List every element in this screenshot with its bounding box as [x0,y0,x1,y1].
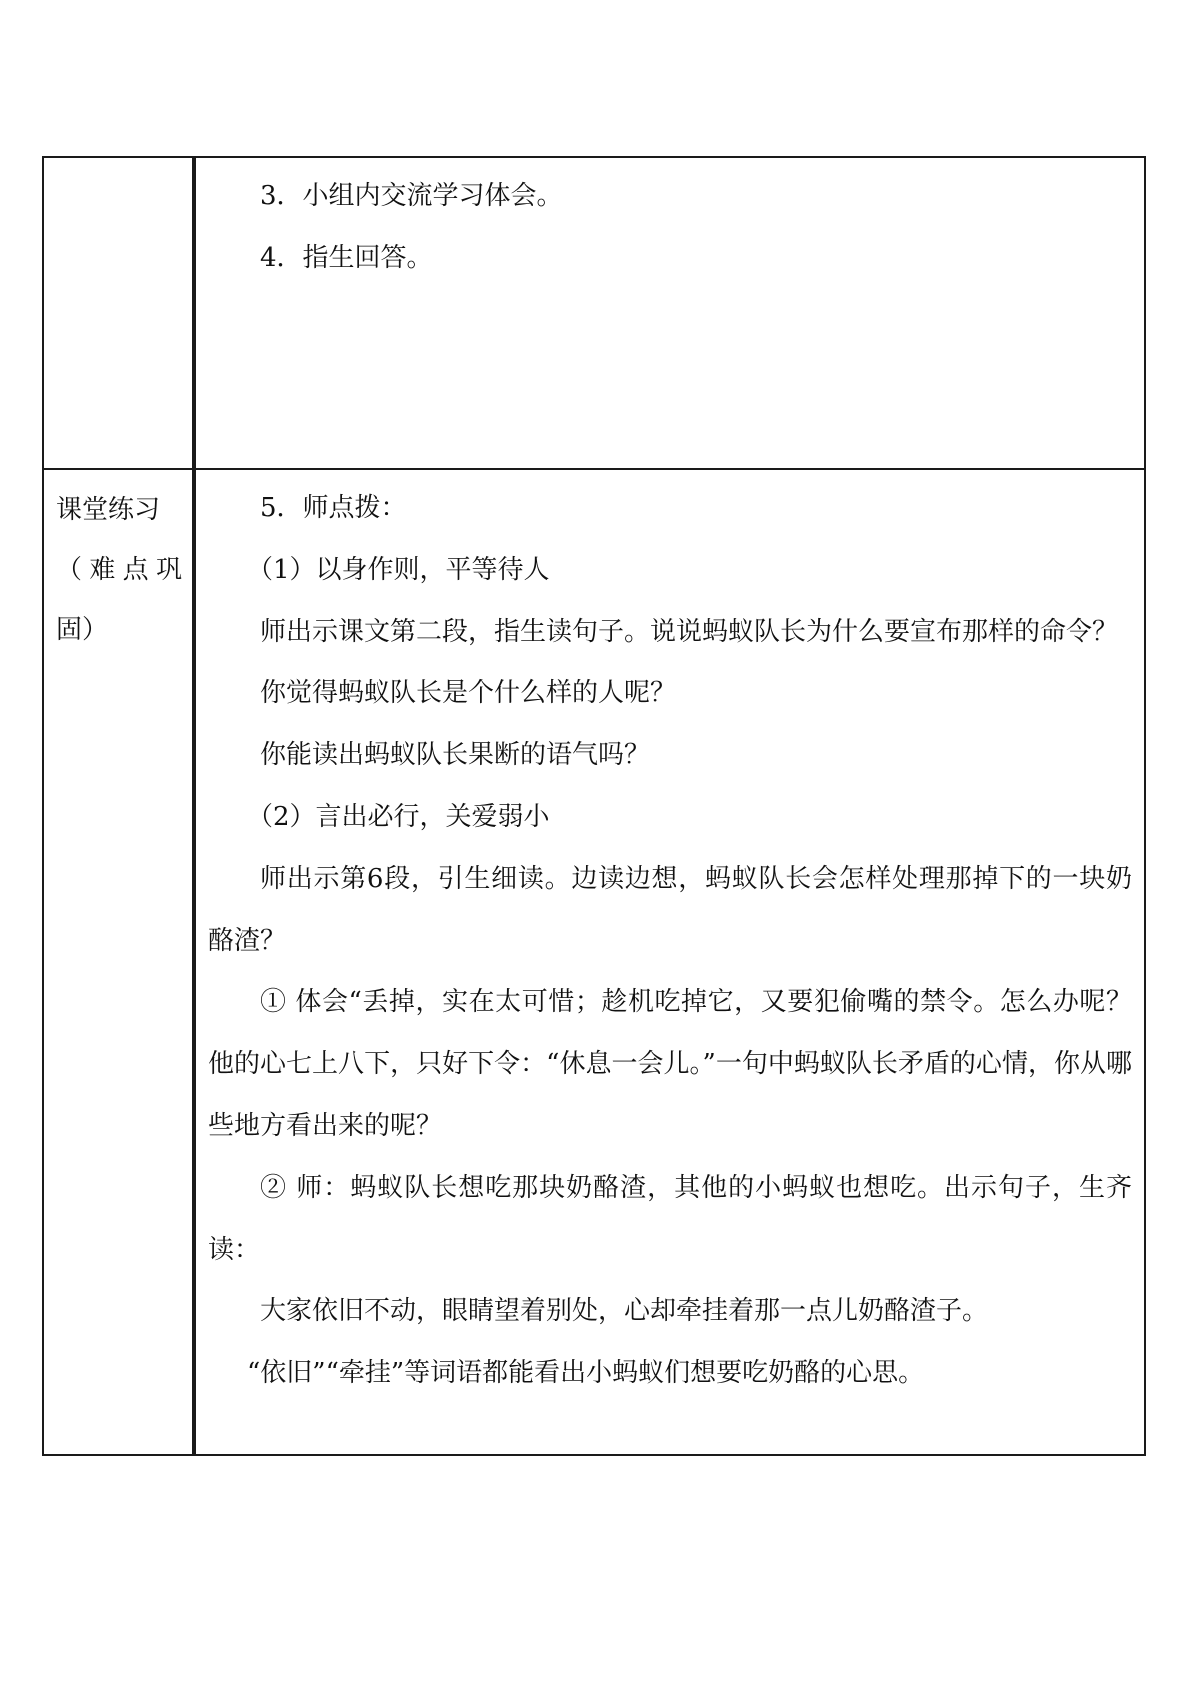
table-row [43,469,1145,1455]
paragraph: ① 体会“丢掉，实在太可惜；趁机吃掉它，又要犯偷嘴的禁令。怎么办呢？他的心七上八下，只好下令：“休息一会儿。”一句中蚂蚁队长矛盾的心情，你从哪些地方看出来的呢？ [208,987,1132,1141]
paragraph: 你能读出蚂蚁队长果断的语气吗？ [260,740,651,771]
row-content-cell [194,157,1145,469]
section-label-line: 课堂练习 [56,495,161,525]
lesson-table [42,156,1146,1456]
paragraph: 师出示第6段，引生细读。边读边想，蚂蚁队长会怎样处理那掉下的一块奶酪渣？ [208,863,1132,956]
section-label [44,470,192,660]
paragraph: 4．指生回答。 [260,242,433,273]
paragraph: 你觉得蚂蚁队长是个什么样的人呢？ [260,678,677,709]
content-block [196,470,1144,1405]
paragraph: 师出示课文第二段，指生读句子。说说蚂蚁队长为什么要宣布那样的命令？ [260,616,1119,647]
row-label-cell [43,157,194,469]
row-content-cell [194,469,1145,1455]
paragraph: 5．师点拨： [260,493,407,523]
paragraph: （1）以身作则，平等待人 [247,554,550,585]
paragraph: 3．小组内交流学习体会。 [260,181,563,211]
section-label-line: （难点巩 [56,555,182,585]
row-label-cell [43,469,194,1455]
table-row [43,157,1145,469]
content-block [196,158,1144,290]
section-label-line: 固） [56,615,109,645]
paragraph: 大家依旧不动，眼睛望着别处，心却牵挂着那一点儿奶酪渣子。 [260,1296,989,1327]
paragraph: （2）言出必行，关爱弱小 [247,801,550,832]
paragraph: ② 师：蚂蚁队长想吃那块奶酪渣，其他的小蚂蚁也想吃。出示句子，生齐读： [208,1172,1132,1265]
paragraph: “依旧”“牵挂”等词语都能看出小蚂蚁们想要吃奶酪的心思。 [247,1358,925,1389]
